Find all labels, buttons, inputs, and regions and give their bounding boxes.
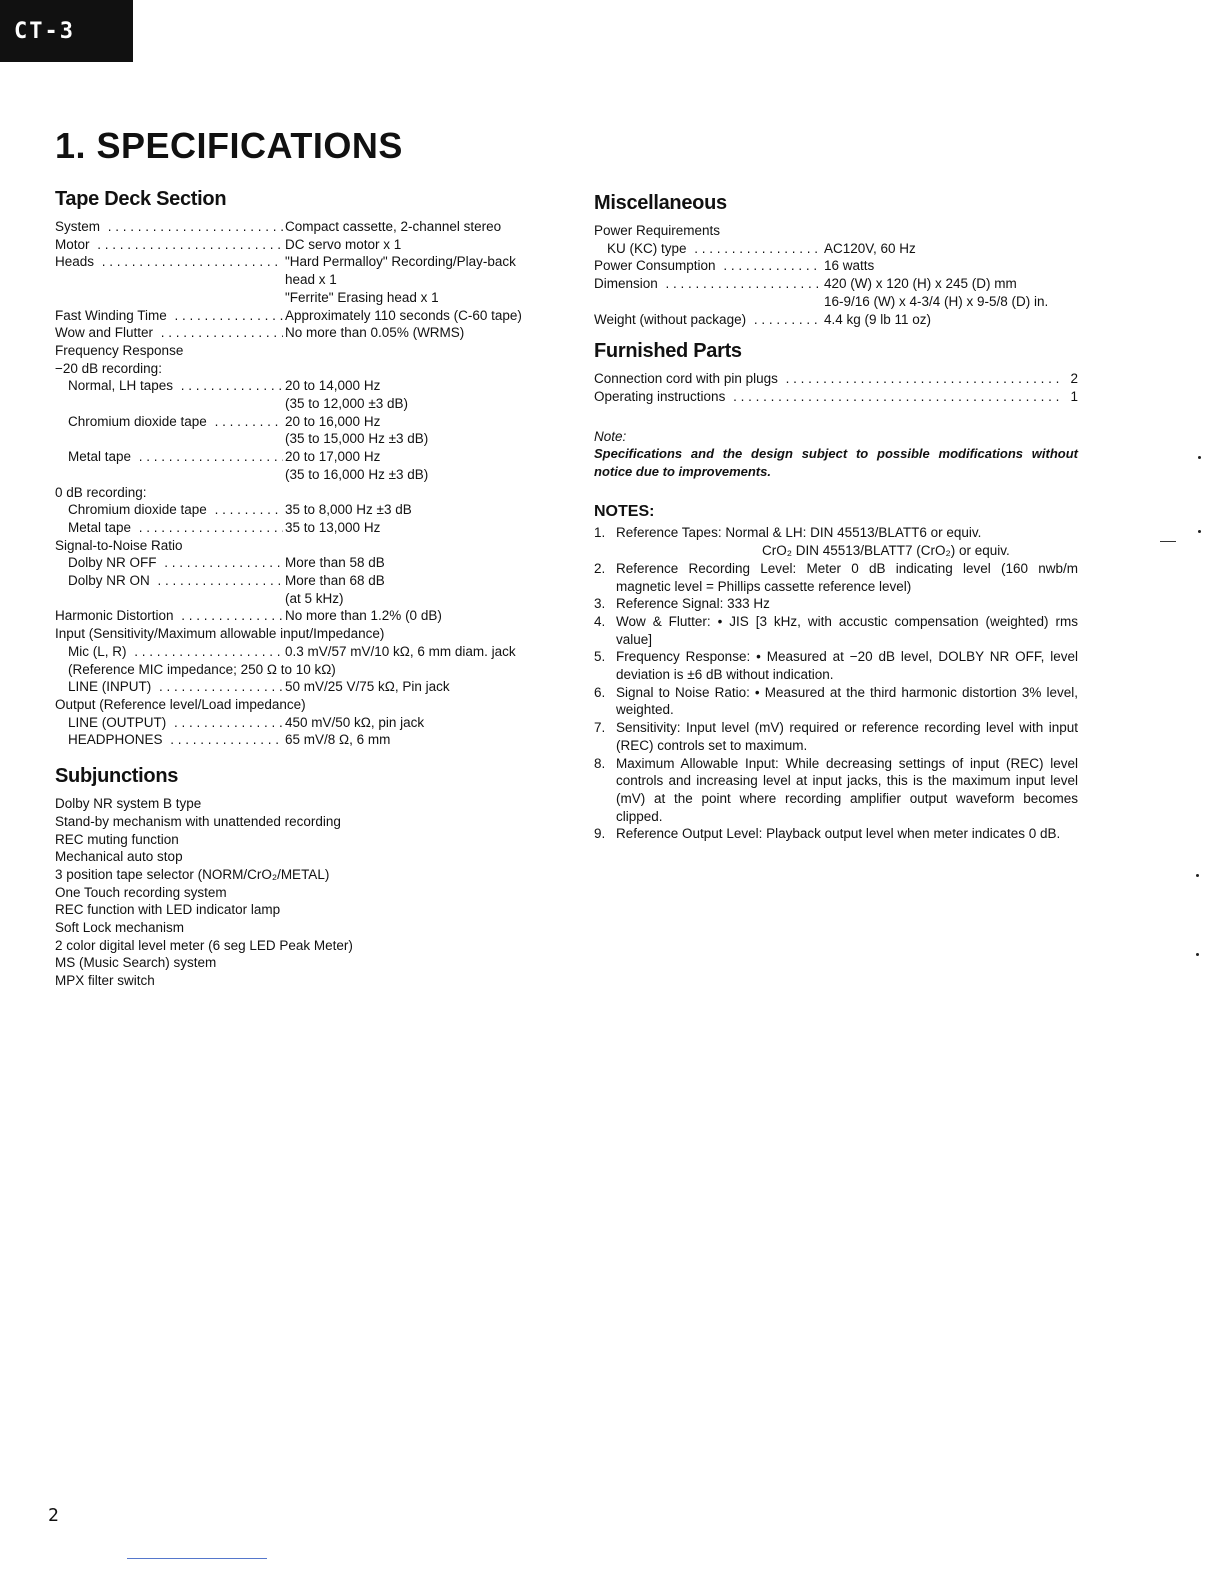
note-line: Sensitivity: Input level (mV) required or reference recording level with input (REC) controls set to maximum. xyxy=(616,720,1078,753)
spec-value-line: (at 5 kHz) xyxy=(285,590,344,606)
subjunctions-list xyxy=(55,795,545,990)
spec-value-line: DC servo motor x 1 xyxy=(285,236,402,252)
note-line: Signal to Noise Ratio: • Measured at the third harmonic distortion 3% level, weighted. xyxy=(616,684,1078,718)
spec-value xyxy=(283,572,545,607)
spec-value-line: No more than 0.05% (WRMS) xyxy=(285,325,465,341)
spec-subheading: Power Requirements xyxy=(594,223,721,238)
note-line: Reference Output Level: Playback output level when meter indicates 0 dB. xyxy=(616,826,1061,842)
spec-label xyxy=(55,731,283,749)
spec-label xyxy=(55,236,283,254)
spec-value xyxy=(283,413,545,448)
spec-label xyxy=(55,413,283,448)
note-line: Frequency Response: • Measured at −20 dB level, DOLBY NR OFF, level deviation is ±6 dB without indication. xyxy=(616,649,1078,683)
note-number: 4. xyxy=(594,613,606,629)
spec-label xyxy=(594,311,822,329)
spec-label-text: Power Consumption xyxy=(594,258,720,273)
note-item xyxy=(594,613,1078,648)
subjunction-item: 3 position tape selector (NORM/CrO₂/METAL) xyxy=(55,866,330,882)
spec-row xyxy=(55,519,545,537)
spec-value-line: 0.3 mV/57 mV/10 kΩ, 6 mm diam. jack xyxy=(285,643,516,659)
note-number: 6. xyxy=(594,684,606,700)
furnished-label-text: Operating instructions xyxy=(594,389,729,404)
spec-row xyxy=(55,731,545,749)
spec-label-text: Dolby NR OFF xyxy=(68,555,161,570)
tape-deck-specs xyxy=(55,218,545,749)
spec-label-text: Heads xyxy=(55,254,98,269)
furnished-label xyxy=(594,370,1064,388)
spec-row xyxy=(55,253,545,306)
spec-label-text: Weight (without package) xyxy=(594,312,750,327)
note-line: Reference Recording Level: Meter 0 dB indicating level (160 nwb/m magnetic level = Phillips cassette reference level) xyxy=(616,560,1078,594)
note-line: Reference Tapes: Normal & LH: DIN 45513/BLATT6 or equiv. xyxy=(616,525,982,541)
subjunction-item: REC muting function xyxy=(55,831,179,847)
spec-value-line: 35 to 8,000 Hz ±3 dB xyxy=(285,502,412,518)
spec-value xyxy=(283,448,545,483)
spec-row xyxy=(55,236,545,254)
furnished-label xyxy=(594,388,1064,406)
spec-subheading: Input (Sensitivity/Maximum allowable input/Impedance) xyxy=(55,626,385,642)
note-body xyxy=(616,524,1078,559)
misc-heading: Miscellaneous xyxy=(594,192,727,214)
spec-value xyxy=(283,218,545,236)
spec-value xyxy=(283,678,545,696)
note-text: Specifications and the design subject to possible modifications without notice due to improvements. xyxy=(594,446,1078,480)
spec-label xyxy=(55,307,283,325)
spec-label-text: Normal, LH tapes xyxy=(68,378,177,393)
spec-label-text: LINE (INPUT) xyxy=(68,679,155,694)
furnished-qty: 1 xyxy=(1070,388,1078,404)
spec-label xyxy=(55,501,283,519)
spec-label xyxy=(55,324,283,342)
model-label: CT-3 xyxy=(14,18,75,44)
spec-row xyxy=(594,257,1078,275)
subjunction-item: Stand-by mechanism with unattended recording xyxy=(55,813,341,829)
spec-label-text: Chromium dioxide tape xyxy=(68,414,211,429)
spec-row xyxy=(55,501,545,519)
note-item xyxy=(594,755,1078,826)
spec-value xyxy=(283,554,545,572)
spec-value-line: No more than 1.2% (0 dB) xyxy=(285,608,442,624)
spec-row xyxy=(594,240,1078,258)
spec-value-line: 16 watts xyxy=(824,258,875,274)
note-item xyxy=(594,560,1078,595)
spec-value-line: 50 mV/25 V/75 kΩ, Pin jack xyxy=(285,679,450,695)
spec-label-text: Metal tape xyxy=(68,449,135,464)
note-body xyxy=(616,755,1078,826)
note-number: 8. xyxy=(594,755,606,771)
note-body xyxy=(616,595,1078,613)
note-body xyxy=(616,560,1078,595)
note-number: 9. xyxy=(594,826,606,842)
spec-value xyxy=(822,311,1078,329)
subjunction-item: REC function with LED indicator lamp xyxy=(55,902,281,918)
scan-mark xyxy=(1198,456,1201,459)
note-line: CrO₂ DIN 45513/BLATT7 (CrO₂) or equiv. xyxy=(762,543,1010,559)
note-item xyxy=(594,684,1078,719)
spec-value xyxy=(822,257,1078,275)
subjunction-item: One Touch recording system xyxy=(55,884,227,900)
note-number: 3. xyxy=(594,596,606,612)
spec-row xyxy=(55,377,545,412)
scan-mark xyxy=(1198,530,1201,533)
spec-label xyxy=(55,448,283,483)
spec-label-text: Motor xyxy=(55,237,94,252)
spec-value-line: Approximately 110 seconds (C-60 tape) xyxy=(285,307,522,323)
spec-label xyxy=(55,519,283,537)
spec-subheading: Signal-to-Noise Ratio xyxy=(55,537,183,553)
spec-label xyxy=(594,240,822,258)
note-number: 2. xyxy=(594,560,606,576)
note-line: Wow & Flutter: • JIS [3 kHz, with accustic compensation (weighted) rms value] xyxy=(616,613,1078,647)
spec-row xyxy=(55,324,545,342)
spec-label-text: Fast Winding Time xyxy=(55,308,171,323)
spec-value-line: Compact cassette, 2-channel stereo xyxy=(285,219,502,234)
spec-label-text: KU (KC) type xyxy=(607,241,691,256)
subjunctions-heading: Subjunctions xyxy=(55,765,179,788)
spec-value-line: More than 58 dB xyxy=(285,555,385,571)
spec-row xyxy=(594,311,1078,329)
tape-deck-heading: Tape Deck Section xyxy=(55,188,227,210)
spec-value-line: AC120V, 60 Hz xyxy=(824,240,916,256)
spec-row xyxy=(594,275,1078,310)
note-number: 5. xyxy=(594,649,606,665)
note-line: Reference Signal: 333 Hz xyxy=(616,596,770,612)
spec-value-line: (35 to 15,000 Hz ±3 dB) xyxy=(285,431,429,447)
spec-label xyxy=(55,218,283,236)
furnished-row xyxy=(594,370,1078,388)
spec-label-text: HEADPHONES xyxy=(68,732,167,747)
note-body xyxy=(616,825,1078,843)
left-column xyxy=(55,186,545,990)
right-column xyxy=(594,190,1078,843)
furnished-label-text: Connection cord with pin plugs xyxy=(594,371,782,386)
spec-label-text: System xyxy=(55,219,104,234)
misc-specs xyxy=(594,222,1078,328)
spec-label-text: Mic (L, R) xyxy=(68,644,131,659)
spec-label xyxy=(55,643,283,661)
spec-subheading: Frequency Response xyxy=(55,342,184,358)
note-body xyxy=(616,648,1078,683)
spec-row xyxy=(55,607,545,625)
spec-value-line: More than 68 dB xyxy=(285,573,385,589)
spec-label xyxy=(55,554,283,572)
scan-mark xyxy=(1196,953,1199,956)
footer-rule xyxy=(127,1558,267,1559)
subjunction-item: MS (Music Search) system xyxy=(55,955,217,971)
spec-value-line: 4.4 kg (9 lb 11 oz) xyxy=(824,311,932,327)
spec-row xyxy=(55,643,545,661)
spec-label-text: Metal tape xyxy=(68,520,135,535)
spec-value-line: 65 mV/8 Ω, 6 mm xyxy=(285,732,391,748)
spec-label xyxy=(55,607,283,625)
spec-value xyxy=(283,307,545,325)
spec-value-line: (35 to 16,000 Hz ±3 dB) xyxy=(285,466,429,482)
spec-label-text: Dolby NR ON xyxy=(68,573,154,588)
spec-value-line: 20 to 17,000 Hz xyxy=(285,449,381,465)
spec-row xyxy=(55,678,545,696)
spec-value xyxy=(283,236,545,254)
spec-row xyxy=(55,448,545,483)
spec-row xyxy=(55,413,545,448)
spec-row xyxy=(55,218,545,236)
scan-mark xyxy=(1160,541,1176,542)
subjunction-item: MPX filter switch xyxy=(55,973,155,989)
spec-value xyxy=(283,643,545,661)
subjunction-item: Soft Lock mechanism xyxy=(55,920,185,936)
spec-row xyxy=(55,554,545,572)
note-item xyxy=(594,719,1078,754)
scan-mark xyxy=(1196,874,1199,877)
spec-label-text: Wow and Flutter xyxy=(55,325,157,340)
note-number: 7. xyxy=(594,720,606,736)
spec-label xyxy=(55,253,283,306)
spec-label xyxy=(55,377,283,412)
spec-label-text: LINE (OUTPUT) xyxy=(68,715,170,730)
spec-label-text: Chromium dioxide tape xyxy=(68,502,211,517)
spec-value xyxy=(283,253,545,306)
spec-subheading: (Reference MIC impedance; 250 Ω to 10 kΩ) xyxy=(68,661,336,677)
spec-value xyxy=(283,714,545,732)
spec-value xyxy=(822,240,1078,258)
spec-subheading: Output (Reference level/Load impedance) xyxy=(55,696,306,712)
spec-value xyxy=(283,519,545,537)
spec-value-line: 35 to 13,000 Hz xyxy=(285,519,381,535)
spec-row xyxy=(55,307,545,325)
spec-label-text: Dimension xyxy=(594,276,662,291)
spec-label xyxy=(55,678,283,696)
note-item xyxy=(594,524,1078,559)
subjunction-item: Mechanical auto stop xyxy=(55,849,183,865)
note-item xyxy=(594,648,1078,683)
spec-value xyxy=(822,275,1078,310)
furnished-list xyxy=(594,370,1078,405)
page-number: 2 xyxy=(48,1505,59,1526)
spec-row xyxy=(55,714,545,732)
note-number: 1. xyxy=(594,525,606,541)
spec-label xyxy=(55,572,283,607)
spec-value xyxy=(283,377,545,412)
spec-value xyxy=(283,501,545,519)
notes-list xyxy=(594,524,1078,843)
spec-value-line: 420 (W) x 120 (H) x 245 (D) mm xyxy=(824,276,1017,292)
spec-row xyxy=(55,572,545,607)
spec-subheading: −20 dB recording: xyxy=(55,360,162,376)
furnished-qty: 2 xyxy=(1070,371,1078,387)
spec-value-line: 450 mV/50 kΩ, pin jack xyxy=(285,714,425,730)
note-item xyxy=(594,595,1078,613)
note-item xyxy=(594,825,1078,843)
spec-subheading: 0 dB recording: xyxy=(55,484,147,500)
notes-heading: NOTES: xyxy=(594,502,655,520)
spec-value-line: 20 to 16,000 Hz xyxy=(285,413,381,429)
furnished-heading: Furnished Parts xyxy=(594,340,742,363)
subjunction-item: Dolby NR system B type xyxy=(55,796,202,812)
note-body xyxy=(616,719,1078,754)
spec-value-line: (35 to 12,000 ±3 dB) xyxy=(285,396,408,412)
furnished-row xyxy=(594,388,1078,406)
model-tab xyxy=(0,0,133,62)
page-title: 1. SPECIFICATIONS xyxy=(55,125,403,166)
spec-value-line: "Ferrite" Erasing head x 1 xyxy=(285,289,439,305)
spec-value-line: 20 to 14,000 Hz xyxy=(285,378,381,394)
spec-label xyxy=(55,714,283,732)
spec-label xyxy=(594,275,822,310)
spec-value xyxy=(283,607,545,625)
note-line: Maximum Allowable Input: While decreasing settings of input (REC) level controls and increasing level at input jacks, this is the maximum input level (mV) at the point where recording amplifier output waveform becomes clipped. xyxy=(616,755,1078,824)
spec-label xyxy=(594,257,822,275)
note-label: Note: xyxy=(594,428,627,444)
spec-value xyxy=(283,324,545,342)
spec-value-line: "Hard Permalloy" Recording/Play-back head x 1 xyxy=(285,254,516,288)
note-body xyxy=(616,684,1078,719)
subjunction-item: 2 color digital level meter (6 seg LED Peak Meter) xyxy=(55,937,353,953)
note-body xyxy=(616,613,1078,648)
spec-label-text: Harmonic Distortion xyxy=(55,608,178,623)
spec-value-line: 16-9/16 (W) x 4-3/4 (H) x 9-5/8 (D) in. xyxy=(824,293,1049,309)
spec-value xyxy=(283,731,545,749)
